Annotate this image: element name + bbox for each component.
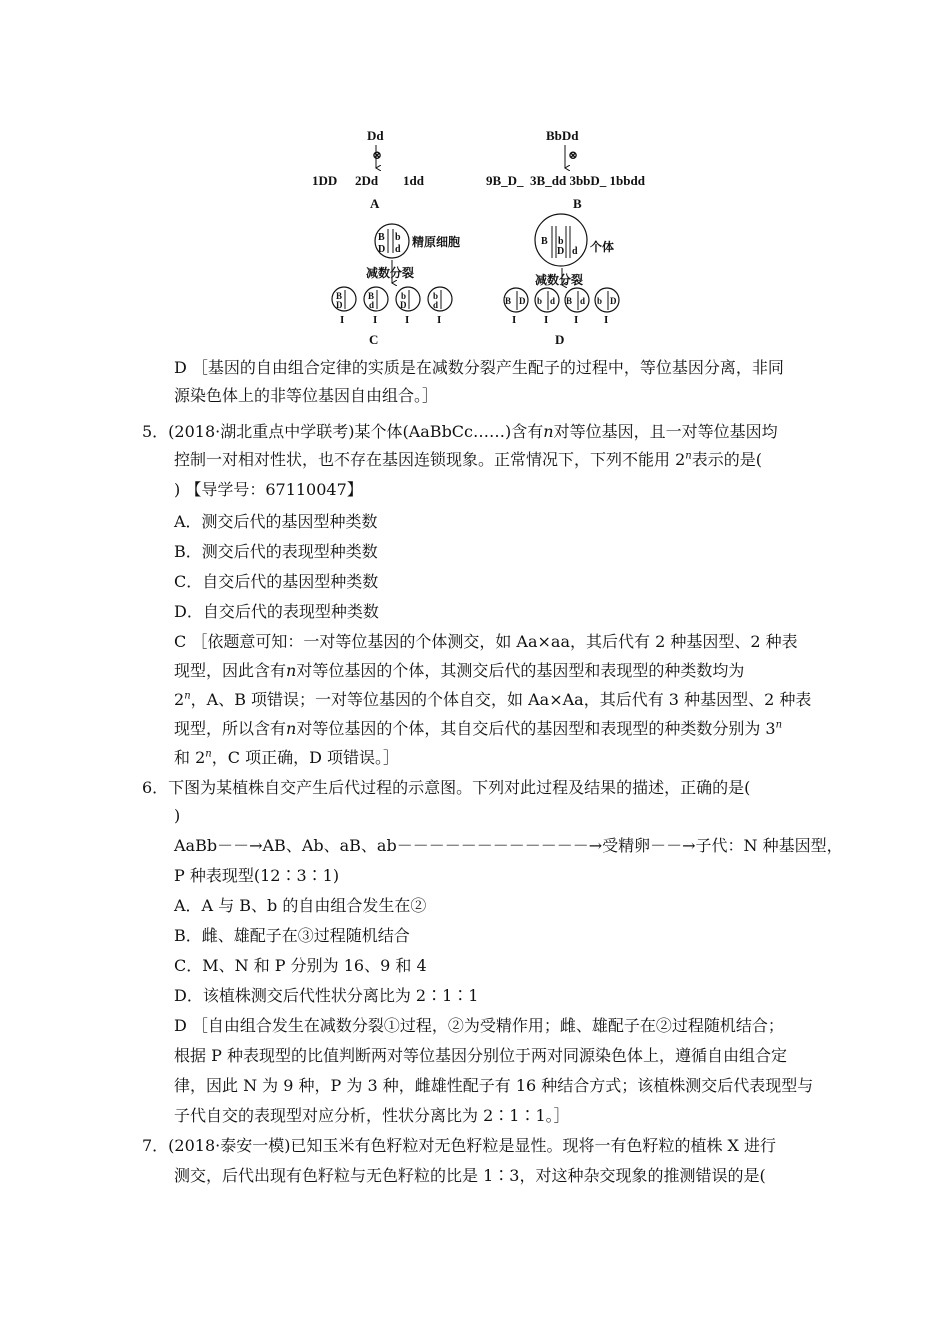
panel-a-offspring-2: 2Dd (355, 173, 379, 188)
panel-b-parent: BbDd (546, 128, 579, 143)
q5-answer-line-4: 现型，所以含有n对等位基因的个体，其自交后代的基因型和表现型的种类数分别为 3$^n$ (174, 719, 783, 738)
panel-b-offspring: 9B_D_ 3B_dd 3bbD_ 1bbdd (486, 173, 645, 188)
panel-a-label: A (370, 196, 380, 211)
svg-text:b: b (597, 296, 603, 306)
svg-text:D: D (378, 244, 386, 255)
svg-text:d: d (395, 244, 401, 255)
individual-label: 个体 (590, 240, 615, 254)
q6-answer-line-2: 根据 P 种表现型的比值判断两对等位基因分别位于两对同源染色体上，遵循自由组合定 (174, 1046, 787, 1065)
q4-answer-line-1: D ［基因的自由组合定律的实质是在减数分裂产生配子的过程中，等位基因分离，非同 (174, 358, 784, 377)
svg-text:b: b (433, 291, 439, 301)
svg-text:I: I (437, 314, 442, 326)
svg-text:d: d (580, 296, 586, 306)
panel-d-label: D (555, 332, 565, 347)
panel-c-label: C (369, 332, 379, 347)
svg-text:D: D (557, 246, 565, 257)
q6-process-line-2: P 种表现型(12∶3∶1) (174, 866, 340, 885)
panel-a-parent: Dd (367, 128, 384, 143)
panel-d (504, 214, 619, 347)
q5-option-d: D．自交后代的表现型种类数 (174, 602, 379, 621)
q5-option-a: A．测交后代的基因型种类数 (174, 512, 378, 531)
genetics-figure (0, 0, 950, 350)
q6-answer-line-1: D ［自由组合发生在减数分裂①过程，②为受精作用；雌、雄配子在②过程随机结合； (174, 1016, 784, 1035)
svg-text:B: B (505, 296, 512, 306)
q6-stem-line-2: ) (174, 806, 181, 825)
q6-process-line-1: AaBb－－→AB、Ab、aB、ab－－－－－－－－－－－－→受精卵－－→子代：N 种基因型， (174, 836, 843, 855)
panel-a (312, 128, 425, 211)
svg-text:I: I (512, 314, 517, 326)
panel-a-offspring-1: 1DD (312, 173, 338, 188)
svg-text:I: I (574, 314, 579, 326)
svg-text:d: d (369, 300, 375, 310)
q5-stem-line-2: 控制一对相对性状，也不存在基因连锁现象。正常情况下，下列不能用 2$^n$表示的是( (174, 450, 762, 469)
svg-text:D: D (400, 300, 407, 310)
svg-text:I: I (604, 314, 609, 326)
selfing-symbol-b: ⊗ (568, 148, 579, 162)
q5-option-c: C．自交后代的基因型种类数 (174, 572, 379, 591)
svg-text:b: b (395, 232, 401, 243)
svg-text:D: D (519, 296, 526, 306)
panel-a-offspring-3: 1dd (403, 173, 424, 188)
q4-answer-line-2: 源染色体上的非等位基因自由组合。］ (174, 386, 439, 405)
meiosis-label-d: 减数分裂 (535, 273, 584, 287)
q5-answer-line-2: 现型，因此含有n对等位基因的个体，其测交后代的基因型和表现型的种类数均为 (174, 661, 745, 680)
q6-option-d: D．该植株测交后代性状分离比为 2∶1∶1 (174, 986, 479, 1005)
q7-stem-line-2: 测交，后代出现有色籽粒与无色籽粒的比是 1∶3，对这种杂交现象的推测错误的是( (174, 1166, 766, 1185)
q5-stem-line-1: 5．(2018·湖北重点中学联考)某个体(AaBbCc……)含有n对等位基因，且一对等位基因均 (142, 422, 778, 441)
q5-stem-line-3: ) 【导学号：67110047】 (174, 480, 363, 499)
q5-option-b: B．测交后代的表现型种类数 (174, 542, 378, 561)
q6-option-a: A．A 与 B、b 的自由组合发生在② (174, 896, 427, 915)
q6-answer-line-4: 子代自交的表现型对应分析，性状分离比为 2∶1∶1。］ (174, 1106, 570, 1125)
panel-b (486, 128, 646, 211)
q5-answer-line-3: 2$^n$，A、B 项错误；一对等位基因的个体自交，如 Aa×Aa，其后代有 3 种基因型、2 种表 (174, 690, 812, 709)
svg-text:b: b (537, 296, 543, 306)
panel-c (332, 224, 460, 347)
svg-text:D: D (336, 300, 343, 310)
figure-svg (0, 0, 950, 350)
q5-answer-line-1: C ［依题意可知：一对等位基因的个体测交，如 Aa×aa，其后代有 2 种基因型、2 种表 (174, 632, 798, 651)
svg-text:B: B (378, 232, 385, 243)
svg-text:B: B (541, 236, 548, 247)
svg-text:d: d (572, 246, 578, 257)
svg-text:B: B (336, 291, 343, 301)
svg-text:I: I (544, 314, 549, 326)
svg-text:B: B (566, 296, 573, 306)
panel-b-label: B (573, 196, 582, 211)
q7-stem-line-1: 7．(2018·泰安一模)已知玉米有色籽粒对无色籽粒是显性。现将一有色籽粒的植株 X 进行 (142, 1136, 777, 1155)
selfing-symbol-a: ⊗ (372, 148, 383, 162)
svg-text:d: d (550, 296, 556, 306)
svg-text:I: I (405, 314, 410, 326)
svg-text:b: b (401, 291, 407, 301)
svg-text:b: b (558, 236, 564, 247)
q6-stem-line-1: 6．下图为某植株自交产生后代过程的示意图。下列对此过程及结果的描述，正确的是( (142, 778, 751, 797)
svg-text:d: d (433, 300, 439, 310)
svg-text:I: I (340, 314, 345, 326)
q6-option-c: C．M、N 和 P 分别为 16、9 和 4 (174, 956, 427, 975)
svg-text:B: B (368, 291, 375, 301)
svg-text:D: D (610, 296, 617, 306)
svg-text:I: I (373, 314, 378, 326)
q6-option-b: B．雌、雄配子在③过程随机结合 (174, 926, 410, 945)
meiosis-label-c: 减数分裂 (366, 266, 415, 280)
q5-answer-line-5: 和 2$^n$，C 项正确，D 项错误。］ (174, 748, 399, 767)
spermatogonium-label: 精原细胞 (412, 235, 461, 249)
q6-answer-line-3: 律，因此 N 为 9 种，P 为 3 种，雌雄性配子有 16 种结合方式；该植株测交后代表现型与 (174, 1076, 814, 1095)
